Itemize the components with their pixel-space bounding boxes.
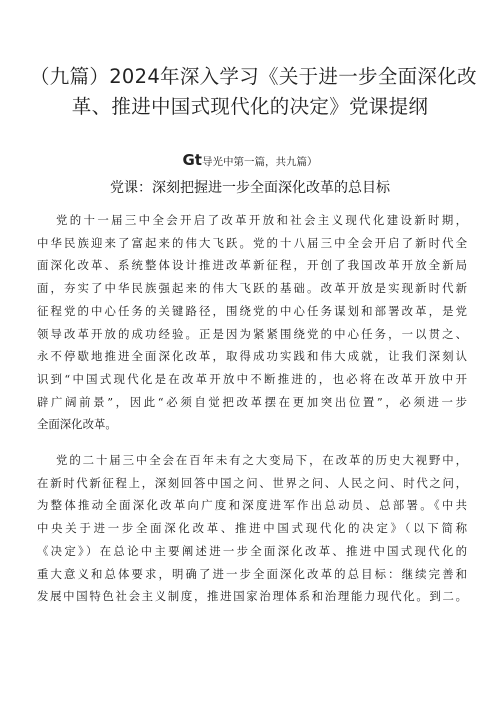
text-line: 中央关于进一步全面深化改革、推进中国式现代化的决定》（以下简称	[37, 521, 467, 536]
text-line: 重大意义和总体要求，明确了进一步全面深化改革的总目标：继续完善和	[37, 566, 467, 581]
subtitle-prefix: Gt	[182, 151, 202, 169]
text-line: 在新时代新征程上，深刻回答中国之问、世界之问、人民之问、时代之问，	[37, 475, 467, 490]
text-line: 识到“中国式现代化是在改革开放中不断推进的，也必将在改革开放中开	[37, 371, 467, 386]
document-subtitle	[0, 152, 500, 170]
paragraph-2	[37, 449, 467, 608]
body-text	[37, 209, 467, 621]
text-line: 全面深化改革。	[37, 417, 117, 432]
text-line: 永不停歇地推进全面深化改革，取得成功实践和伟大成就，让我们深刻认	[37, 349, 467, 364]
document-title	[30, 62, 477, 122]
text-line: 为整体推动全面深化改革向广度和深度进军作出总动员、总部署。《中共	[37, 498, 467, 513]
text-line: 《决定》）在总论中主要阐述进一步全面深化改革、推进中国式现代化的	[37, 543, 467, 558]
paragraph-1	[37, 209, 467, 436]
subtitle-text: 导光中第一篇，共九篇）	[201, 156, 318, 168]
text-line: 征程党的中心任务的关键路径，围绕党的中心任务谋划和部署改革，是党	[37, 303, 467, 318]
text-line: 发展中国特色社会主义制度，推进国家治理体系和治理能力现代化。到二。	[37, 589, 467, 604]
text-line: 中华民族迎来了富起来的伟大飞跃。党的十八届三中全会开启了新时代全	[37, 235, 467, 250]
title-line: 革、推进中国式现代化的决定》党课提纲	[71, 95, 429, 118]
title-line: （九篇）2024年深入学习《关于进一步全面深化改	[30, 65, 477, 88]
section-heading: 党课：深刻把握进一步全面深化改革的总目标	[110, 180, 390, 196]
text-line: 领导改革开放的成功经验。正是因为紧紧围绕党的中心任务，一以贯之、	[37, 326, 467, 341]
text-line: 党的二十届三中全会在百年未有之大变局下，在改革的历史大视野中，	[56, 453, 467, 468]
text-line: 面，夯实了中华民族强起来的伟大飞跃的基础。改革开放是实现新时代新	[37, 281, 467, 296]
text-line: 辟广阔前景”，因此“必须自觉把改革摆在更加突出位置”，必须进一步	[37, 394, 467, 409]
text-line: 党的十一届三中全会开启了改革开放和社会主义现代化建设新时期，	[56, 213, 467, 227]
text-line: 面深化改革、系统整体设计推进改革新征程，开创了我国改革开放全新局	[37, 258, 467, 273]
